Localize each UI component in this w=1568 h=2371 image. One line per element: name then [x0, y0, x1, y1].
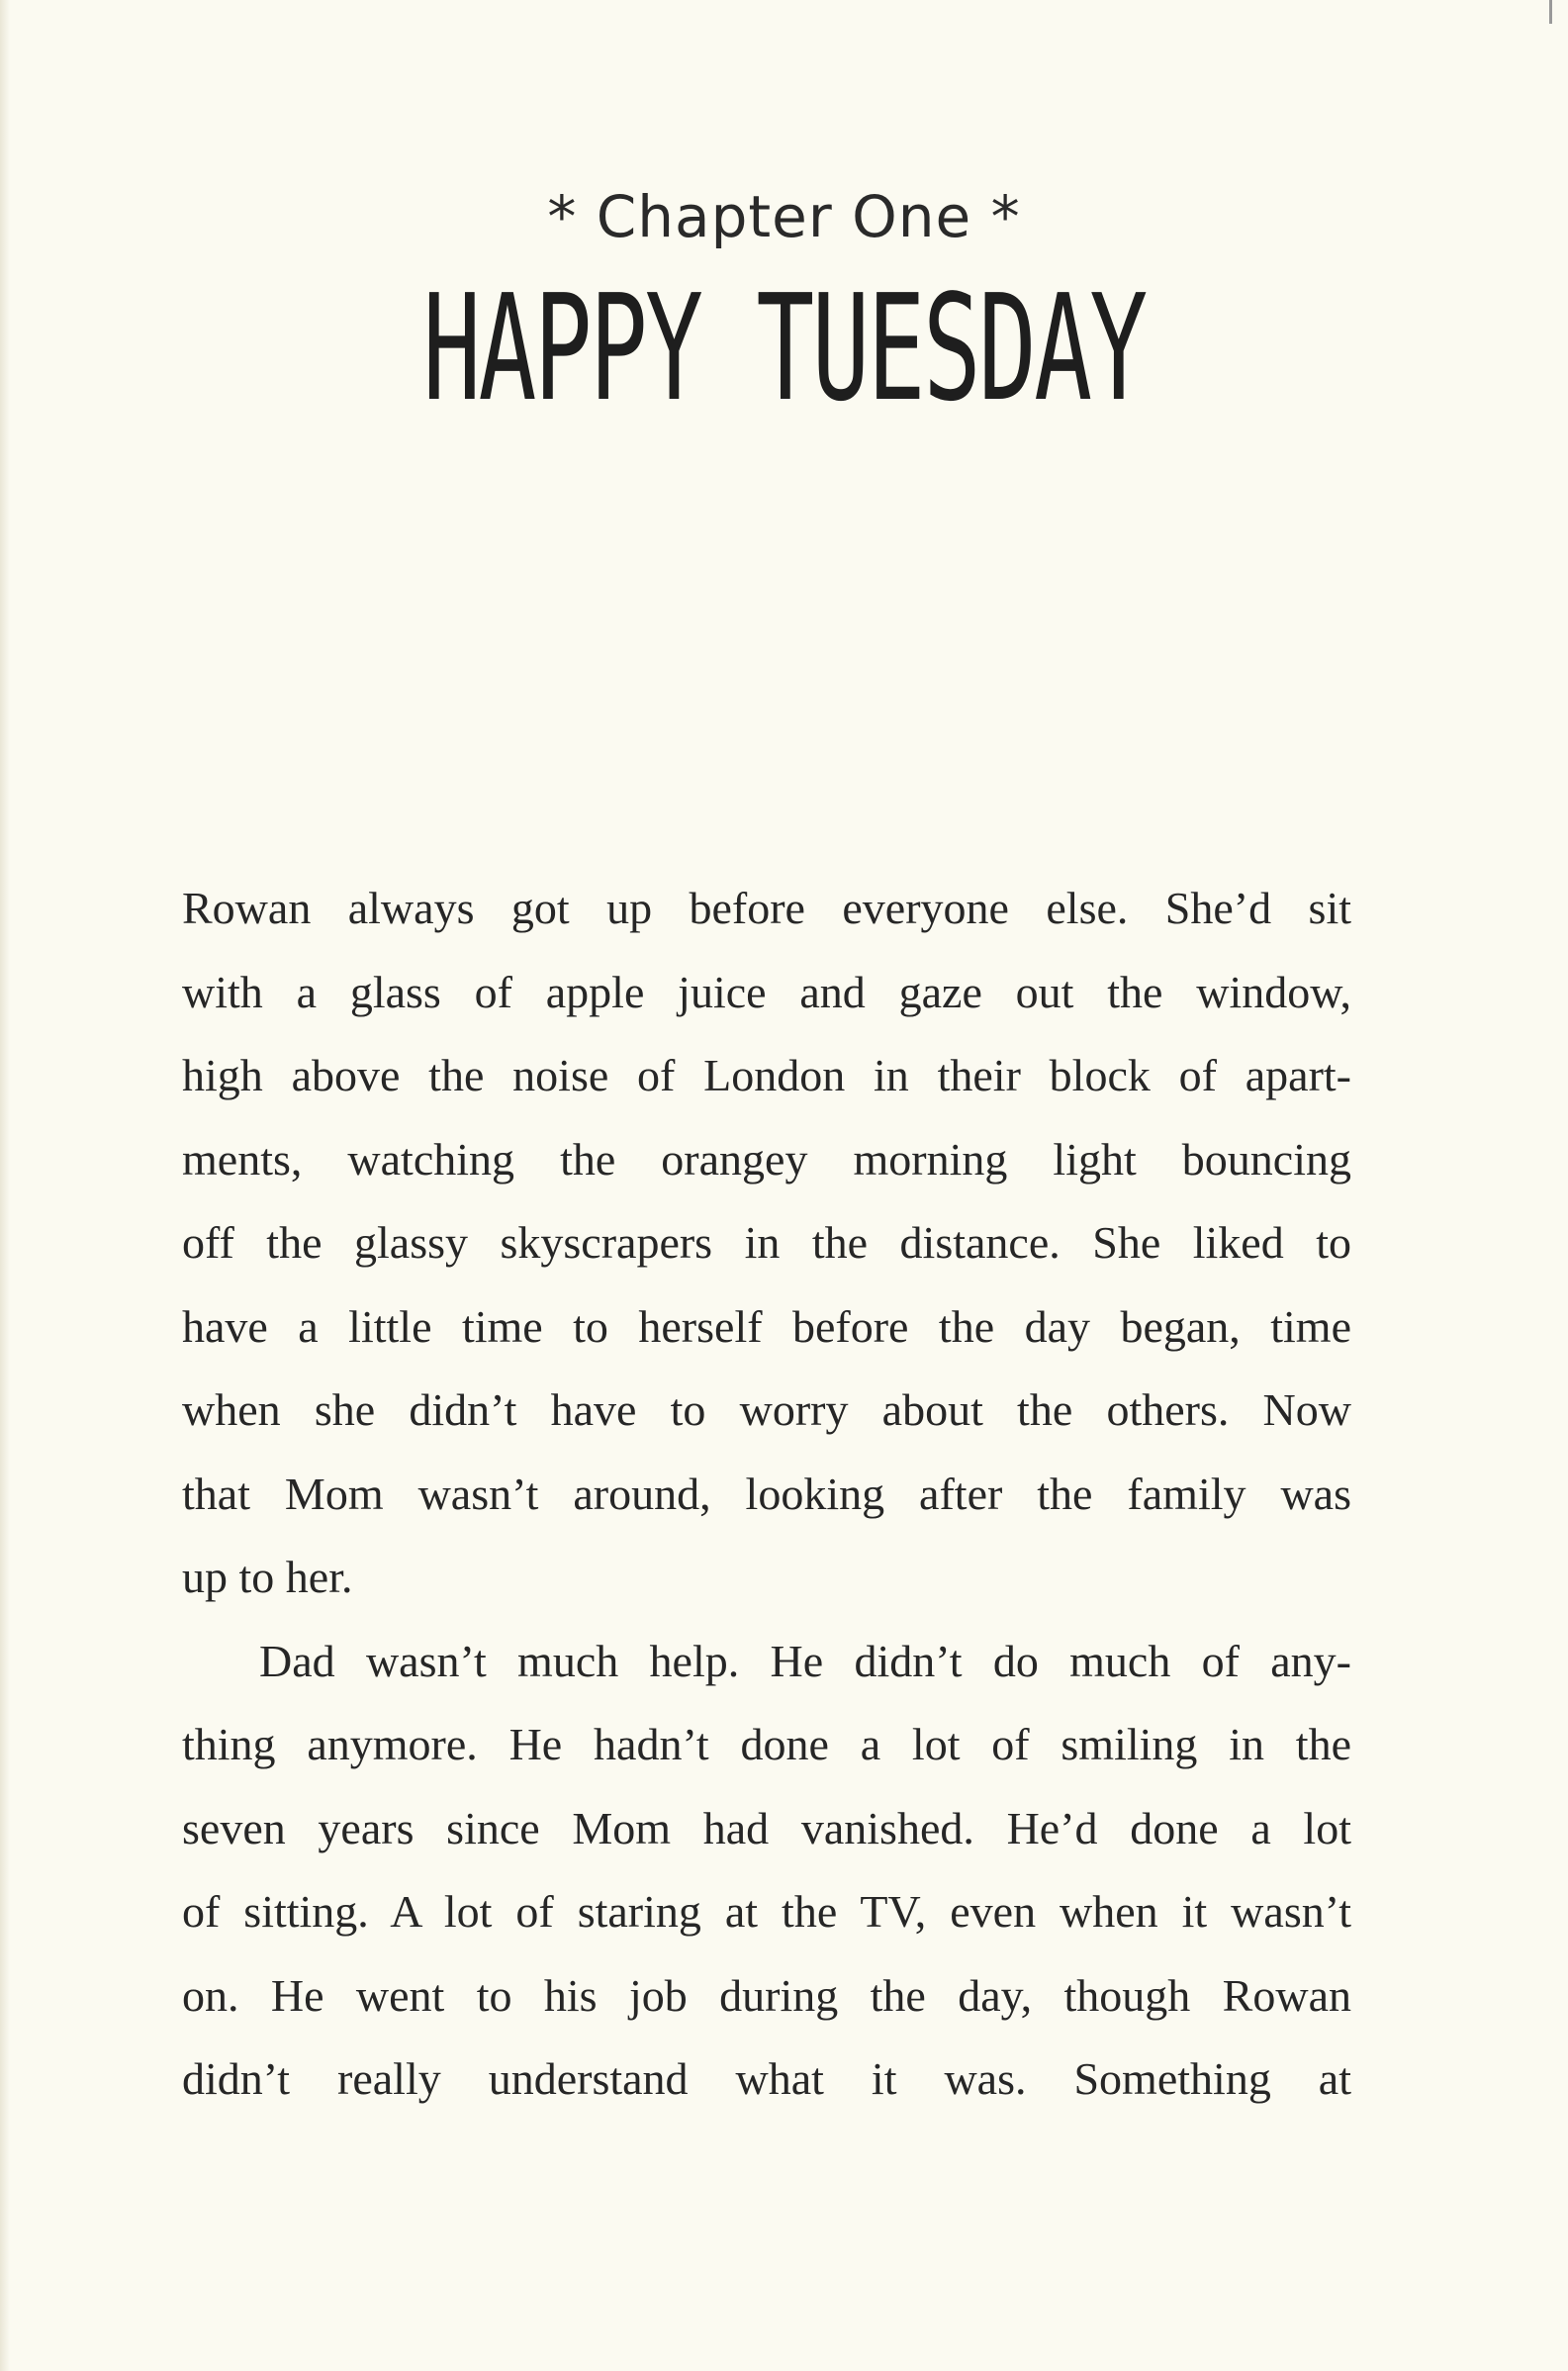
text-line: up to her. — [182, 1552, 353, 1602]
text-line: with a glass of apple juice and gaze out the window, — [182, 966, 1351, 1017]
paragraph-1 — [182, 867, 1351, 1620]
chapter-title: HAPPY TUESDAY — [422, 263, 1146, 433]
chapter-label: * Chapter One * — [547, 183, 1021, 250]
text-line: on. He went to his job during the day, though Rowan — [182, 1969, 1351, 2021]
text-line: of sitting. A lot of staring at the TV, even when it wasn’t — [182, 1886, 1351, 1937]
text-line: have a little time to herself before the day began, time — [182, 1300, 1351, 1352]
text-line: when she didn’t have to worry about the others. Now — [182, 1384, 1351, 1435]
text-line: off the glassy skyscrapers in the distance. She liked to — [182, 1217, 1351, 1268]
text-line: didn’t really understand what it was. Something at — [182, 2053, 1351, 2104]
text-line: thing anymore. He hadn’t done a lot of smiling in the — [182, 1719, 1351, 1769]
text-line: high above the noise of London in their block of apart- — [182, 1050, 1351, 1100]
page-binding-shadow — [0, 0, 10, 2371]
paragraph-2 — [182, 1620, 1351, 2122]
text-line: Rowan always got up before everyone else. She’d sit — [182, 883, 1351, 933]
scan-mark — [1549, 0, 1552, 24]
text-line: ments, watching the orangey morning light bouncing — [182, 1133, 1351, 1185]
body-text — [182, 867, 1351, 2122]
text-line: that Mom wasn’t around, looking after the family was — [182, 1468, 1351, 1519]
text-line: Dad wasn’t much help. He didn’t do much of any- — [259, 1635, 1351, 1686]
text-line: seven years since Mom had vanished. He’d done a lot — [182, 1802, 1351, 1853]
